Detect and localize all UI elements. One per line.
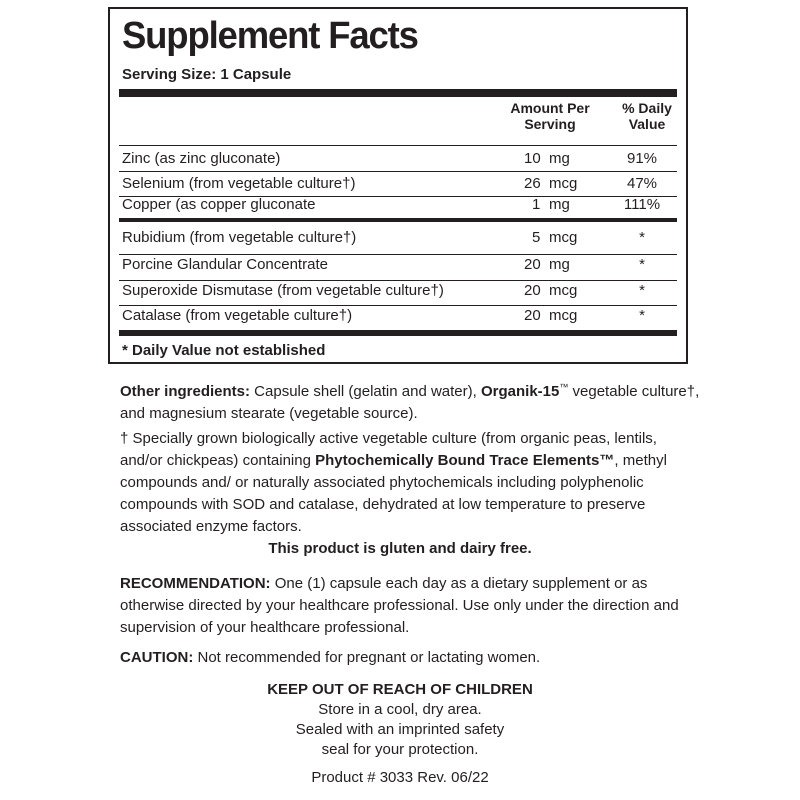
nutrient-amount: 10 bbox=[524, 150, 541, 167]
recommendation: RECOMMENDATION: One (1) capsule each day as a dietary supplement or as otherwise directed by your healthcare professional. Use only under the direction and supervision of your healthcare professional. bbox=[120, 575, 679, 636]
nutrient-unit: mg bbox=[549, 196, 570, 213]
nutrient-amount: 1 bbox=[532, 196, 541, 213]
caution-label: CAUTION: bbox=[120, 649, 194, 666]
section-divider bbox=[119, 218, 677, 222]
nutrient-row bbox=[119, 147, 677, 171]
nutrient-unit: mg bbox=[549, 256, 570, 273]
nutrient-name: Porcine Glandular Concentrate bbox=[122, 256, 328, 273]
seal-notice-continued: seal for your protection. bbox=[321, 741, 479, 758]
nutrient-name: Selenium (from vegetable culture†) bbox=[122, 175, 356, 192]
nutrient-daily-value: * bbox=[639, 256, 645, 273]
nutrient-name: Copper (as copper gluconate bbox=[122, 196, 316, 213]
serving-size: Serving Size: 1 Capsule bbox=[122, 66, 292, 83]
nutrient-unit: mg bbox=[549, 150, 570, 167]
nutrient-row bbox=[119, 226, 677, 250]
panel-title: Supplement Facts bbox=[122, 15, 418, 57]
other-ingredients: Other ingredients: Capsule shell (gelatin and water), Organik-15™ vegetable culture†, and magnesium stearate (vegetable source). bbox=[120, 382, 700, 422]
column-header-amount: Amount Per Serving bbox=[510, 100, 590, 132]
nutrient-unit: mcg bbox=[549, 229, 578, 246]
product-number: Product # 3033 Rev. 06/22 bbox=[311, 769, 489, 786]
nutrient-row bbox=[119, 304, 677, 328]
nutrient-unit: mcg bbox=[549, 175, 578, 192]
brand-name: Organik-15 bbox=[480, 383, 560, 400]
nutrient-name: Catalase (from vegetable culture†) bbox=[122, 307, 353, 324]
other-ingredients-label: Other ingredients: bbox=[120, 383, 251, 400]
nutrient-daily-value: * bbox=[639, 282, 645, 299]
seal-notice: Sealed with an imprinted safety bbox=[295, 721, 505, 738]
gluten-free-statement: This product is gluten and dairy free. bbox=[268, 540, 532, 557]
column-header-daily-value: % Daily Value bbox=[622, 100, 672, 132]
nutrient-unit: mcg bbox=[549, 282, 578, 299]
nutrient-unit: mcg bbox=[549, 307, 578, 324]
recommendation-label: RECOMMENDATION: bbox=[120, 575, 271, 592]
nutrient-amount: 20 bbox=[524, 256, 541, 273]
thick-divider bbox=[119, 330, 677, 336]
supplement-facts-panel bbox=[108, 7, 688, 364]
nutrient-daily-value: 91% bbox=[626, 150, 658, 167]
nutrient-daily-value: 111% bbox=[623, 196, 661, 213]
keep-out-warning: KEEP OUT OF REACH OF CHILDREN bbox=[267, 681, 533, 698]
nutrient-amount: 20 bbox=[524, 282, 541, 299]
nutrient-name: Rubidium (from vegetable culture†) bbox=[122, 229, 357, 246]
nutrient-daily-value: * bbox=[639, 229, 645, 246]
nutrient-daily-value: 47% bbox=[626, 175, 658, 192]
storage-instruction: Store in a cool, dry area. bbox=[318, 701, 482, 718]
nutrient-amount: 26 bbox=[524, 175, 541, 192]
daily-value-note: * Daily Value not established bbox=[122, 342, 326, 359]
nutrient-daily-value: * bbox=[639, 307, 645, 324]
nutrient-amount: 5 bbox=[532, 229, 541, 246]
nutrient-row bbox=[119, 253, 677, 277]
nutrient-row bbox=[119, 279, 677, 303]
nutrient-name: Zinc (as zinc gluconate) bbox=[122, 150, 281, 167]
row-divider bbox=[119, 145, 677, 146]
thick-divider bbox=[119, 89, 677, 97]
nutrient-row bbox=[119, 193, 677, 217]
nutrient-name: Superoxide Dismutase (from vegetable culture†) bbox=[122, 282, 444, 299]
culture-footnote: † Specially grown biologically active vegetable culture (from organic peas, lentils, and/or chickpeas) containing Phytochemically Bound Trace Elements™, methyl compounds and/ or naturally associated phytochemicals including polyphenolic compounds with SOD and catalase, dehydrated at low temperature to preserve associated enzyme factors. bbox=[120, 430, 667, 535]
nutrient-amount: 20 bbox=[524, 307, 541, 324]
caution: CAUTION: Not recommended for pregnant or lactating women. bbox=[120, 649, 541, 666]
